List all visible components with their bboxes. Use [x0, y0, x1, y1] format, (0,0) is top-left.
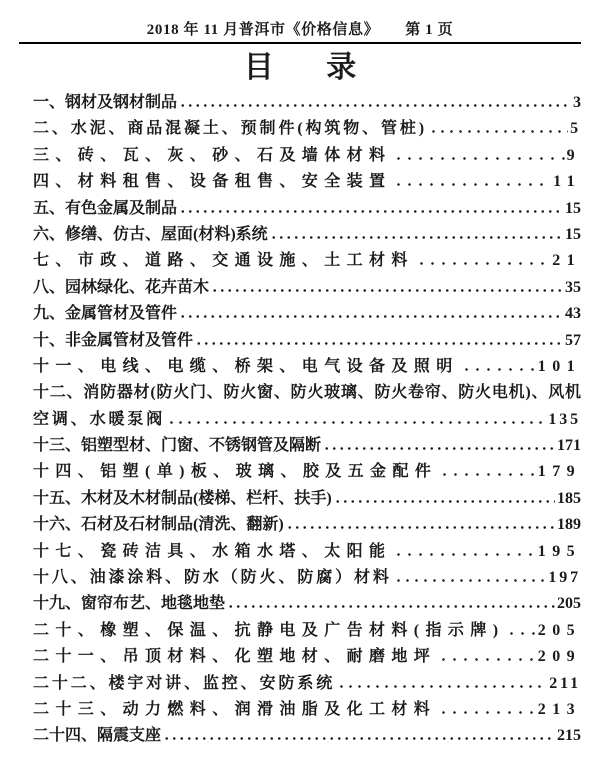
dot-leader	[334, 500, 555, 503]
toc-entry-label: 十三、铝塑型材、门窗、不锈钢管及隔断	[33, 437, 322, 455]
dot-leader	[163, 737, 555, 740]
toc-entry	[33, 591, 581, 617]
toc-entry	[33, 512, 581, 538]
dot-leader	[438, 658, 536, 661]
toc-entry-label: 九、金属管材及管件	[33, 305, 178, 323]
toc-entry	[33, 459, 581, 485]
toc-entry-page-number: 21	[552, 252, 581, 270]
toc-entry-label: 三、砖、瓦、灰、砂、石及墙体材料	[33, 146, 392, 164]
toc-entry-page-number: 197	[548, 569, 581, 587]
toc-entry-page-number: 205	[537, 621, 581, 639]
toc-entry-page-number: 213	[537, 700, 581, 718]
dot-leader	[439, 473, 536, 476]
toc-entry-page-number: 185	[557, 489, 581, 507]
toc-entry-page-number: 195	[537, 542, 581, 560]
dot-leader	[438, 711, 536, 714]
toc-entry	[33, 486, 581, 512]
dot-leader	[416, 262, 550, 265]
toc-entry-page-number: 189	[557, 516, 581, 534]
toc-entry-label: 十一、电线、电缆、桥架、电气设备及照明	[33, 357, 459, 375]
toc-entry	[33, 697, 581, 723]
toc-entry	[33, 143, 581, 169]
toc-entry-label: 八、园林绿化、花卉苗木	[33, 278, 210, 296]
toc-entry-label: 二、水泥、商品混凝土、预制件(构筑物、管桩)	[33, 120, 428, 138]
toc-entry-page-number: 211	[549, 674, 581, 692]
toc-entry	[33, 644, 581, 670]
toc-entry-page-number: 57	[565, 331, 581, 349]
toc-entry-page-number: 209	[537, 648, 581, 666]
toc-entry-continuation	[33, 407, 581, 433]
dot-leader	[429, 130, 568, 133]
toc-entry	[33, 723, 581, 749]
toc-entry	[33, 196, 581, 222]
dot-leader	[393, 183, 551, 186]
toc-entry-label: 五、有色金属及制品	[33, 199, 178, 217]
toc-entry-label: 四、材料租售、设备租售、安全装置	[33, 173, 392, 191]
dot-leader	[461, 368, 536, 371]
toc-title: 目录	[243, 51, 409, 84]
toc-list	[0, 90, 600, 750]
toc-entry-page-number: 179	[537, 463, 581, 481]
toc-entry-page-number: 15	[565, 225, 581, 243]
toc-entry	[33, 116, 581, 142]
toc-entry-page-number: 135	[548, 410, 581, 428]
toc-entry-page-number: 11	[553, 173, 581, 191]
toc-entry-label: 六、修缮、仿古、屋面(材料)系统	[33, 225, 268, 243]
toc-entry-page-number: 215	[557, 727, 581, 745]
dot-leader	[227, 605, 555, 608]
toc-entry-page-number: 3	[573, 94, 581, 111]
toc-entry-page-number: 101	[537, 357, 581, 375]
toc-entry-page-number: 171	[557, 437, 581, 455]
toc-entry-label: 二十一、吊顶材料、化塑地材、耐磨地坪	[33, 648, 437, 666]
dot-leader	[270, 236, 563, 239]
toc-entry-label: 十八、油漆涂料、防水（防火、防腐）材料	[33, 569, 392, 587]
toc-entry-page-number: 15	[565, 199, 581, 217]
dot-leader	[179, 315, 563, 318]
dot-leader	[211, 289, 563, 292]
toc-entry	[33, 328, 581, 354]
toc-entry-page-number: 5	[570, 120, 581, 138]
toc-entry-label: 二十、橡塑、保温、抗静电及广告材料(指示牌)	[33, 621, 505, 639]
toc-entry-label: 十六、石材及石材制品(清洗、翻新)	[33, 516, 284, 534]
dot-leader	[179, 104, 571, 107]
toc-entry-page-number: 9	[566, 146, 581, 164]
toc-entry-label-continuation: 空调、水暖泵阀	[33, 410, 166, 428]
toc-entry-label: 十二、消防器材(防火门、防火窗、防火玻璃、防火卷帘、防火电机)、风机	[33, 384, 581, 402]
toc-entry	[33, 671, 581, 697]
page-header	[0, 0, 600, 39]
dot-leader	[323, 447, 555, 450]
toc-entry-label: 二十四、隔震支座	[33, 727, 162, 745]
toc-entry	[33, 169, 581, 195]
toc-entry	[33, 222, 581, 248]
toc-entry-label: 七、市政、道路、交通设施、土工材料	[33, 252, 414, 270]
dot-leader	[195, 342, 563, 345]
page-number-label: 第 1 页	[405, 22, 454, 38]
dot-leader	[506, 632, 535, 635]
toc-entry-label: 十九、窗帘布艺、地毯地垫	[33, 595, 226, 613]
toc-entry	[33, 301, 581, 327]
toc-entry-label: 十五、木材及木材制品(楼梯、栏杆、扶手)	[33, 489, 332, 507]
toc-entry	[33, 618, 581, 644]
toc-entry	[33, 248, 581, 274]
toc-entry-label: 十七、瓷砖洁具、水箱水塔、太阳能	[33, 542, 392, 560]
dot-leader	[393, 553, 535, 556]
toc-entry	[33, 380, 581, 406]
toc-entry-label: 二十三、动力燃料、润滑油脂及化工材料	[33, 700, 437, 718]
toc-entry-page-number: 43	[565, 305, 581, 323]
dot-leader	[179, 210, 563, 213]
dot-leader	[167, 421, 546, 424]
journal-title: 2018 年 11 月普洱市《价格信息》	[146, 22, 380, 38]
toc-entry	[33, 354, 581, 380]
toc-entry-label: 二十二、楼宇对讲、监控、安防系统	[33, 674, 336, 692]
toc-entry-label: 一、钢材及钢材制品	[33, 94, 178, 111]
dot-leader	[286, 526, 555, 529]
toc-entry	[33, 433, 581, 459]
toc-entry-page-number: 205	[557, 595, 581, 613]
toc-entry	[33, 275, 581, 301]
dot-leader	[337, 685, 547, 688]
dot-leader	[394, 579, 547, 582]
dot-leader	[393, 157, 564, 160]
toc-entry	[33, 565, 581, 591]
toc-entry-label: 十、非金属管材及管件	[33, 331, 194, 349]
toc-entry	[33, 90, 581, 116]
header-divider	[19, 42, 581, 44]
toc-entry	[33, 539, 581, 565]
toc-entry-label: 十四、铝塑(单)板、玻璃、胶及五金配件	[33, 463, 438, 481]
toc-entry-page-number: 35	[565, 278, 581, 296]
